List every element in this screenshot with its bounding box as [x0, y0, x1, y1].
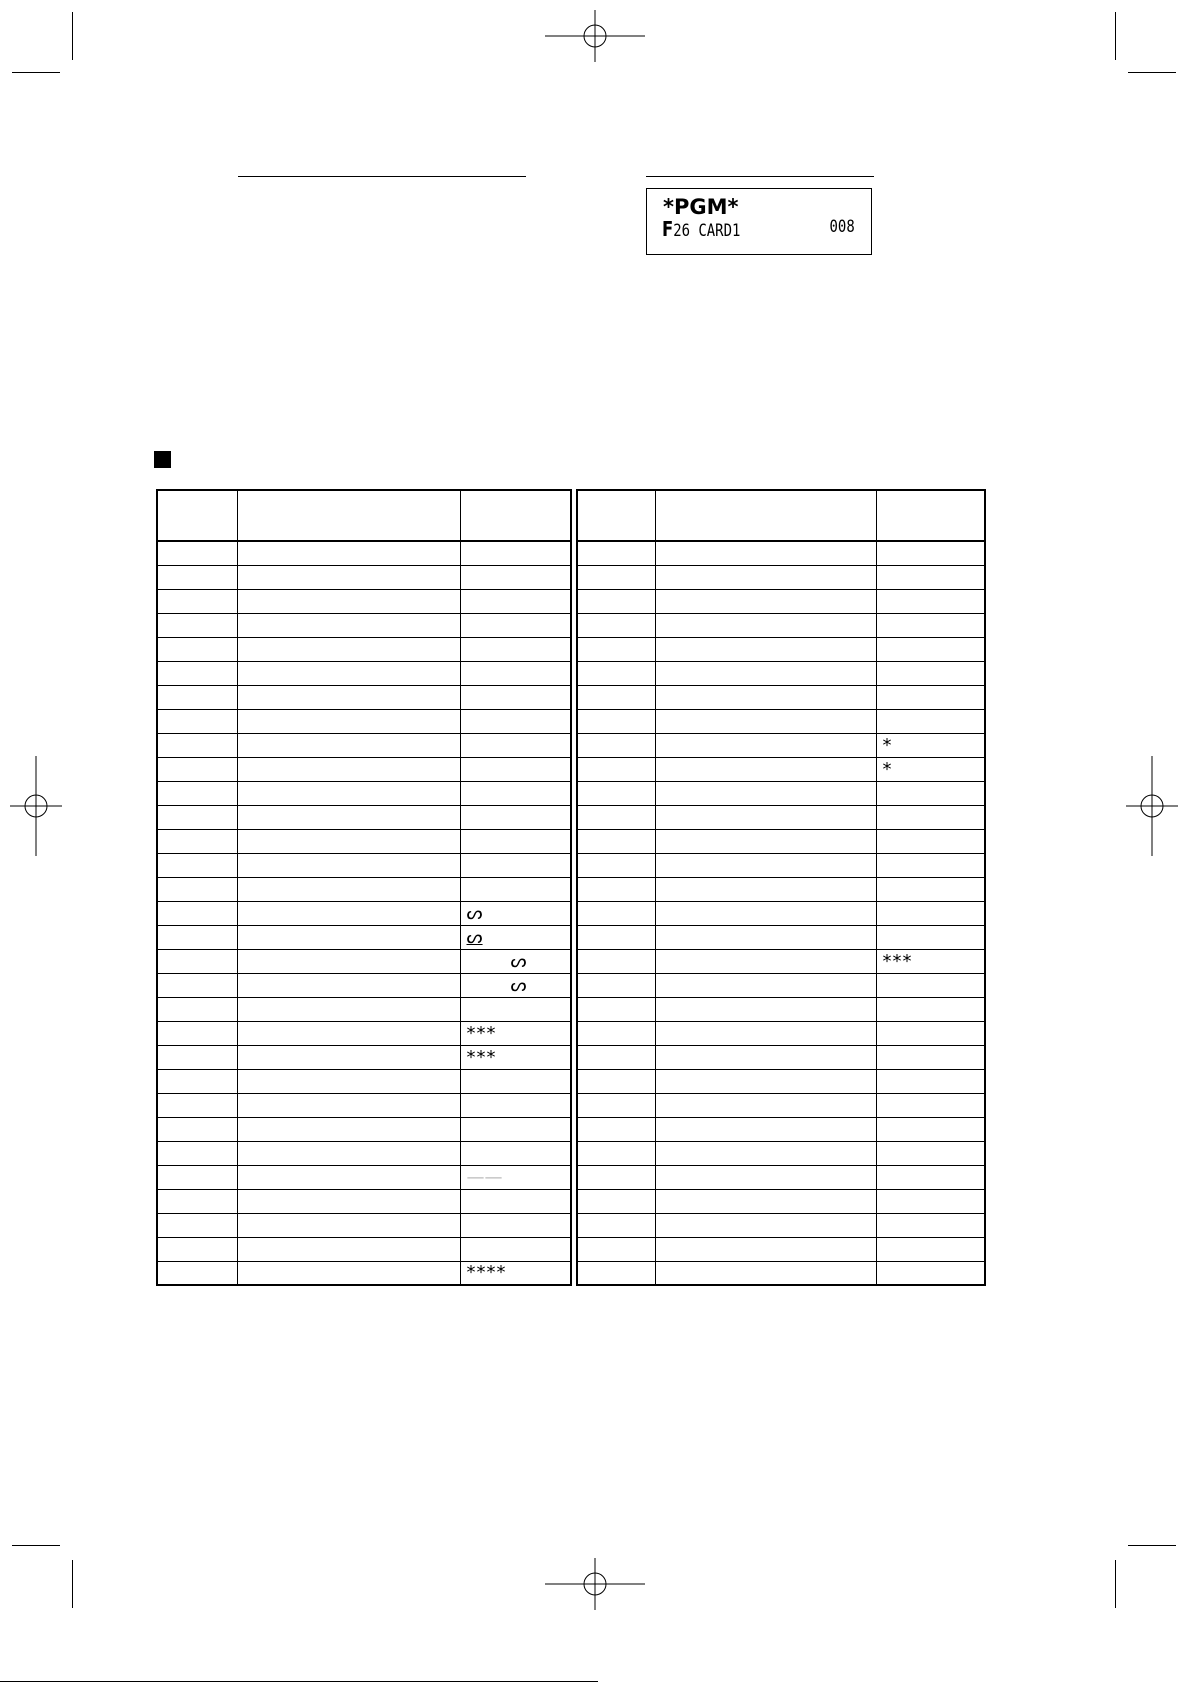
- header-cell: [157, 490, 237, 541]
- table-right: [576, 489, 986, 1286]
- table-row: [157, 1189, 571, 1213]
- display-line-2: [662, 217, 740, 241]
- header-cell: [577, 490, 655, 541]
- table-row: [157, 589, 571, 613]
- crop-mark: [12, 1545, 60, 1546]
- header-cell: [655, 490, 876, 541]
- table-row: [577, 757, 985, 781]
- table-row: [157, 1213, 571, 1237]
- header-cell: [237, 490, 460, 541]
- table-row: [157, 973, 571, 997]
- display-function-text: 26 CARD1: [673, 221, 741, 241]
- table-row: [577, 1117, 985, 1141]
- table-row: [157, 805, 571, 829]
- table-row: [577, 1141, 985, 1165]
- table-row: [577, 565, 985, 589]
- heading-rule-right: [646, 176, 874, 177]
- table-row: [577, 829, 985, 853]
- table-row: [577, 589, 985, 613]
- table-row: [157, 1261, 571, 1285]
- loop-symbol-icon: ᔕ: [460, 973, 571, 997]
- crop-mark: [1115, 1560, 1116, 1608]
- table-row: [157, 541, 571, 565]
- table-row: [577, 925, 985, 949]
- table-row: [577, 1261, 985, 1285]
- loop-symbol-icon: ᔕ: [460, 949, 571, 973]
- right-table-body: [577, 541, 985, 1285]
- table-row: [577, 1165, 985, 1189]
- heading-rule-left: [238, 176, 526, 177]
- asterisk-mark: ***: [460, 1045, 571, 1069]
- table-row: [577, 997, 985, 1021]
- table-row: [157, 925, 571, 949]
- table-row: [157, 1237, 571, 1261]
- loop-symbol-icon: ᔕ: [460, 925, 571, 949]
- table-header-row: [577, 490, 985, 541]
- table-row: [577, 1189, 985, 1213]
- table-row: [577, 877, 985, 901]
- crop-mark: [12, 72, 60, 73]
- display-number: 008: [829, 217, 855, 237]
- display-function-letter: F: [662, 217, 674, 241]
- table-row: [157, 1117, 571, 1141]
- table-row: [157, 709, 571, 733]
- table-row: [577, 805, 985, 829]
- section-bullet-icon: [154, 451, 171, 468]
- registration-mark-icon: [1126, 756, 1178, 856]
- table-row: [157, 661, 571, 685]
- table-row: [577, 1213, 985, 1237]
- table-row: [157, 1021, 571, 1045]
- header-cell: [876, 490, 985, 541]
- table-row: [577, 613, 985, 637]
- table-row: [157, 877, 571, 901]
- crop-mark: [72, 12, 73, 60]
- table-row: [157, 1045, 571, 1069]
- table-row: [577, 709, 985, 733]
- left-table-body: [157, 541, 571, 1285]
- asterisk-mark: ***: [876, 949, 985, 973]
- table-row: [577, 1021, 985, 1045]
- table-row: [157, 853, 571, 877]
- table-row: [577, 901, 985, 925]
- table-row: [157, 565, 571, 589]
- table-row: [577, 1069, 985, 1093]
- registration-mark-icon: [10, 756, 62, 856]
- table-left: [156, 489, 572, 1286]
- asterisk-mark: ***: [460, 1021, 571, 1045]
- table-row: [157, 829, 571, 853]
- table-row: [577, 733, 985, 757]
- table-row: [577, 1093, 985, 1117]
- table-row: [577, 1237, 985, 1261]
- crop-mark: [1128, 1545, 1176, 1546]
- loop-symbol-icon: ᔕ: [460, 901, 571, 925]
- display-line-1: *PGM*: [663, 195, 739, 219]
- table-row: [157, 613, 571, 637]
- table-row: [577, 1045, 985, 1069]
- table-row: [157, 1141, 571, 1165]
- table-row: [577, 853, 985, 877]
- table-header-row: [157, 490, 571, 541]
- table-row: [157, 949, 571, 973]
- registration-mark-icon: [545, 10, 645, 62]
- table-row: [157, 901, 571, 925]
- crop-mark: [72, 1560, 73, 1608]
- registration-mark-icon: [545, 1558, 645, 1610]
- table-row: [157, 733, 571, 757]
- table-row: [157, 997, 571, 1021]
- asterisk-mark: *: [876, 733, 985, 757]
- lcd-display: [646, 188, 872, 255]
- crop-mark: [1115, 12, 1116, 60]
- table-row: [157, 637, 571, 661]
- table-row: [157, 1165, 571, 1189]
- header-cell: [460, 490, 571, 541]
- asterisk-mark: *: [876, 757, 985, 781]
- table-row: [577, 661, 985, 685]
- table-row: [577, 541, 985, 565]
- table-row: [157, 781, 571, 805]
- crop-mark: [1128, 72, 1176, 73]
- faint-mark: ——: [460, 1165, 571, 1189]
- table-row: [577, 949, 985, 973]
- table-row: [577, 637, 985, 661]
- table-row: [157, 1093, 571, 1117]
- table-row: [577, 973, 985, 997]
- table-row: [577, 781, 985, 805]
- table-row: [157, 757, 571, 781]
- bottom-rule: [0, 1681, 598, 1682]
- table-row: [157, 685, 571, 709]
- table-row: [157, 1069, 571, 1093]
- table-row: [577, 685, 985, 709]
- asterisk-mark: ****: [460, 1261, 571, 1285]
